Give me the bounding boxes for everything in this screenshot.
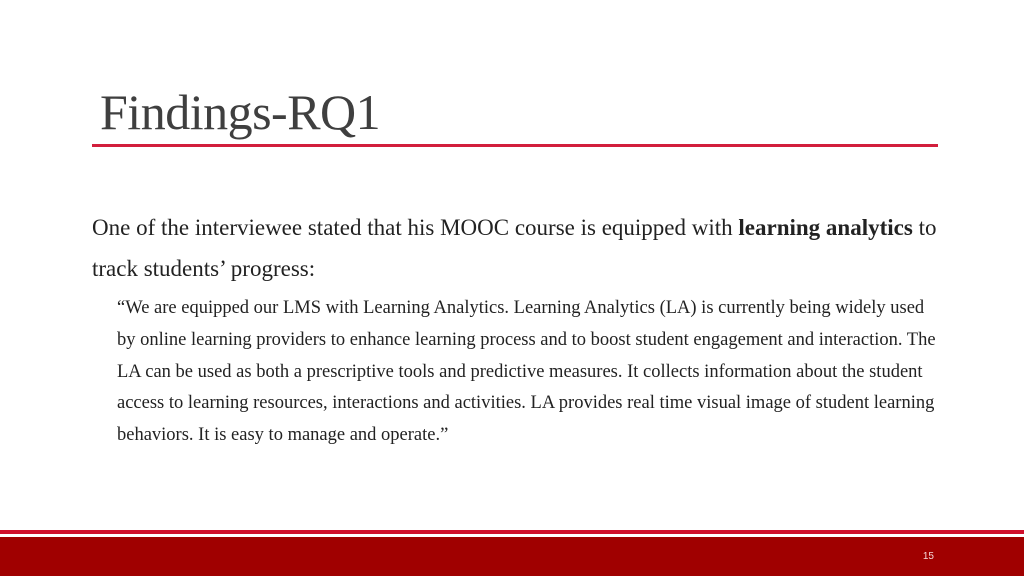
lead-bold-term: learning analytics [738,215,913,240]
lead-paragraph [92,207,942,289]
footer-accent-line [0,530,1024,534]
lead-text-after: to track students’ progress: [92,215,937,281]
footer-bar [0,537,1024,576]
page-number: 15 [922,551,934,562]
slide-body [92,207,942,452]
title-underline [92,144,938,147]
interview-quote: “We are equipped our LMS with Learning Analytics. Learning Analytics (LA) is currently being widely used by online learning providers to enhance learning process and to boost student engagement and interaction. The LA can be used as both a prescriptive tools and predictive measures. It collects information about the student access to learning resources, interactions and activities. LA provides real time visual image of student learning behaviors. It is easy to manage and operate.” [117,298,936,446]
lead-text-before: One of the interviewee stated that his MOOC course is equipped with [92,215,739,240]
slide-title: Findings-RQ1 [100,84,381,140]
